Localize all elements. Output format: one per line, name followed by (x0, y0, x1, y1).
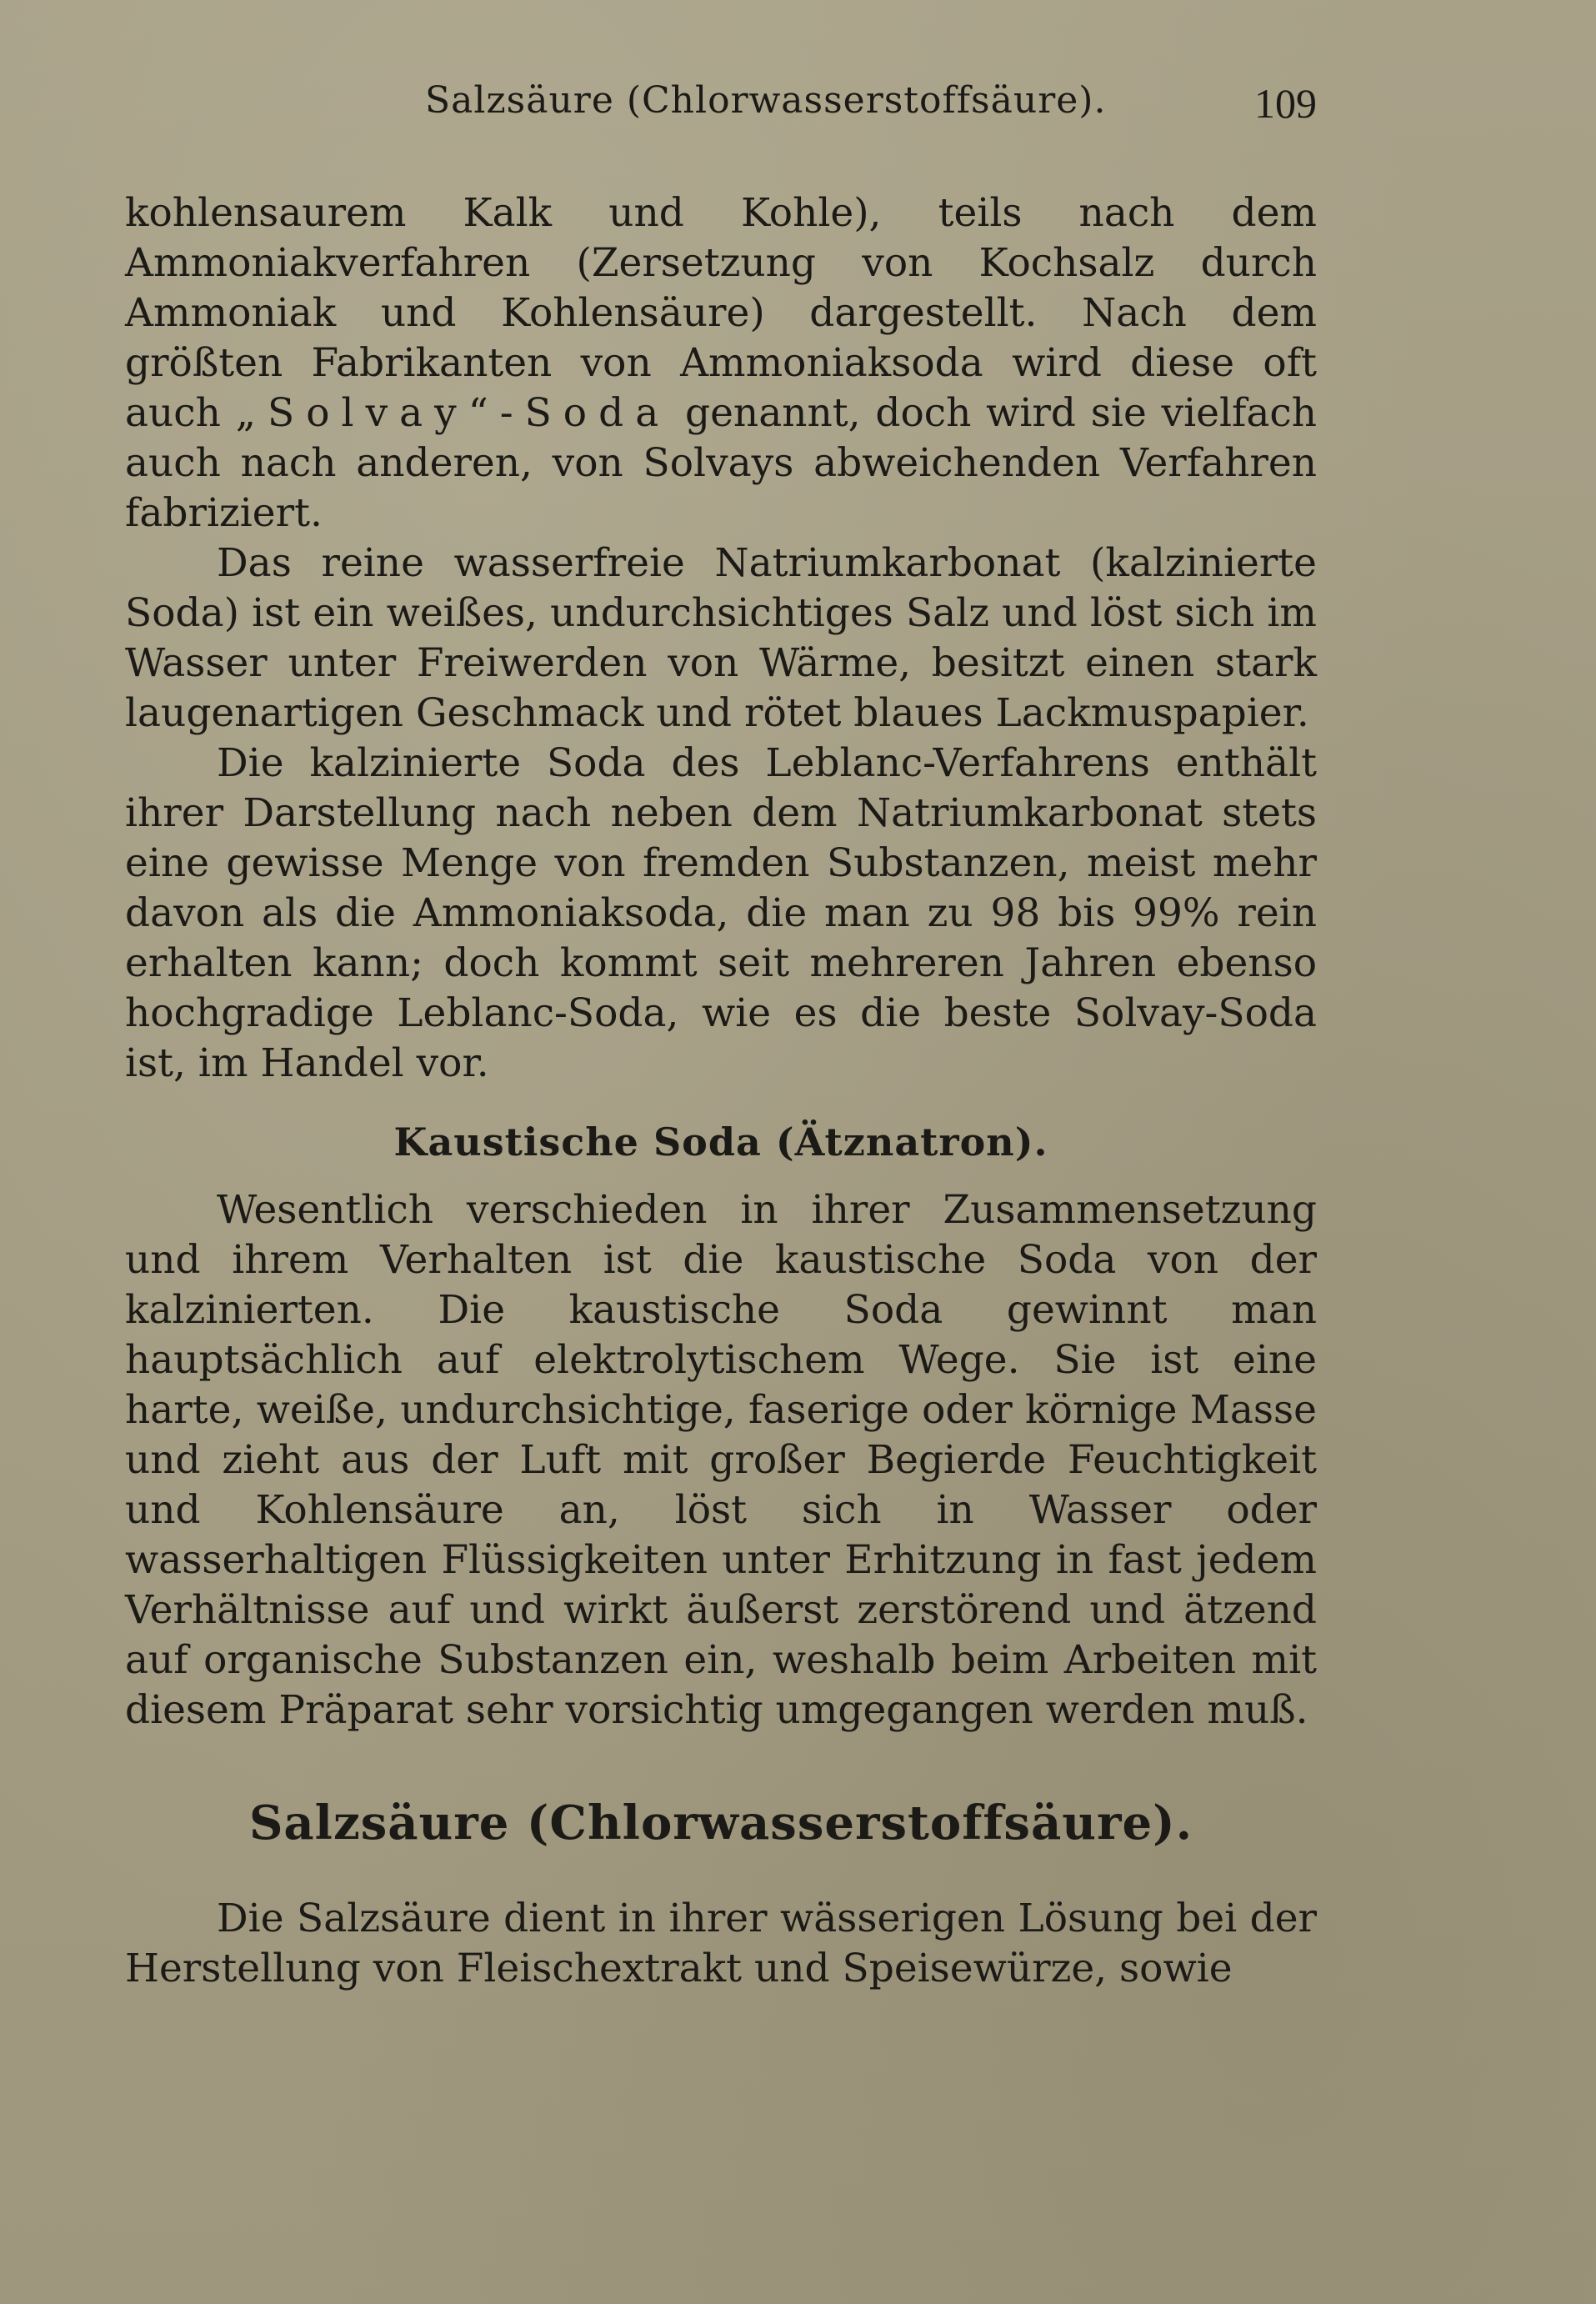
paragraph-natriumkarbonat: Das reine wasserfreie Natriumkarbonat (kalzinierte Soda) ist ein weißes, undurchsichtiges Salz und löst sich im Wasser unter Freiwerden von Wärme, besitzt einen stark laugenartigen Geschmack und rötet blaues Lackmuspapier. (125, 540, 1317, 736)
running-title: Salzsäure (Chlorwasserstoffsäure). (425, 79, 1107, 122)
section-heading-salzsaeure: Salzsäure (Chlorwasserstoffsäure). (248, 1796, 1193, 1851)
page-number: 109 (1254, 80, 1317, 127)
paragraph-ammoniaksoda (125, 188, 1317, 538)
paragraph-kaustische-soda: Wesentlich verschieden in ihrer Zusammensetzung und ihrem Verhalten ist die kaustische Soda von der kalzinierten. Die kaustische Soda gewinnt man hauptsächlich auf elektrolytischem Wege. Sie ist eine harte, weiße, undurchsichtige, faserige oder körnige Masse und zieht aus der Luft mit großer Begierde Feuchtigkeit und Kohlensäure an, löst sich in Wasser oder wasserhaltigen Flüssigkeiten unter Erhitzung in fast jedem Verhältnisse auf und wirkt äußerst zerstörend und ätzend auf organische Substanzen ein, weshalb beim Arbeiten mit diesem Präparat sehr vorsichtig umgegangen werden muß. (125, 1187, 1317, 1733)
spaced-term-solvay-soda: „Solvay“-Soda (235, 390, 671, 436)
paragraph-text: genannt, doch wird sie vielfach auch nach anderen, von Solvays abweichenden Verfahren fabriziert. (125, 390, 1317, 536)
section-heading-kaustische-soda: Kaustische Soda (Ätznatron). (393, 1119, 1048, 1165)
page-body (125, 188, 1317, 1994)
paragraph-salzsaeure: Die Salzsäure dient in ihrer wässerigen Lösung bei der Herstellung von Fleischextrakt und Speisewürze, sowie (125, 1896, 1317, 1991)
paragraph-leblanc-soda: Die kalzinierte Soda des Leblanc-Verfahrens enthält ihrer Darstellung nach neben dem Natriumkarbonat stets eine gewisse Menge von fremden Substanzen, meist mehr davon als die Ammoniaksoda, die man zu 98 bis 99% rein erhalten kann; doch kommt seit mehreren Jahren ebenso hochgradige Leblanc-Soda, wie es die beste Solvay-Soda ist, im Handel vor. (125, 740, 1317, 1086)
page-header (125, 79, 1317, 138)
paragraph-text: kohlensaurem Kalk und Kohle), teils nach dem Ammoniakverfahren (Zersetzung von Kochsalz durch Ammoniak und Kohlensäure) dargestellt. Nach dem größten Fabrikanten von Ammoniaksoda wird diese oft auch (125, 190, 1317, 436)
